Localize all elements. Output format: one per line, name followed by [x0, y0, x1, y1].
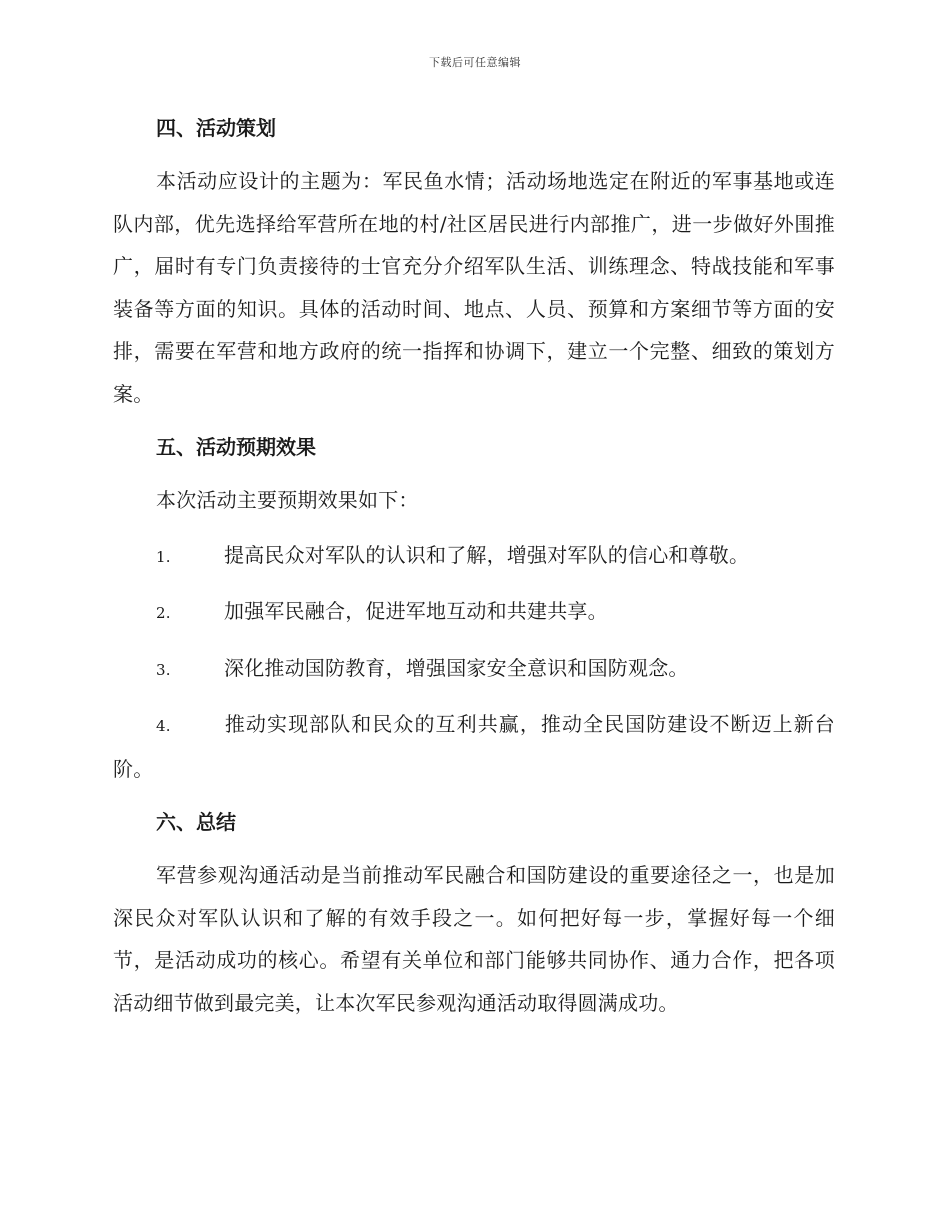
list-item-text: 提高民众对军队的认识和了解，增强对军队的信心和尊敬。	[224, 542, 750, 567]
paragraph-summary: 军营参观沟通活动是当前推动军民融合和国防建设的重要途径之一，也是加深民众对军队认识和了解的有效手段之一。如何把好每一步，掌握好每一个细节，是活动成功的核心。希望有关单位和部门能够共同协作、通力合作，把各项活动细节做到最完美，让本次军民参观沟通活动取得圆满成功。	[113, 863, 835, 1015]
section-heading-summary: 六、总结	[156, 810, 236, 834]
list-item-number: 4.	[156, 717, 171, 735]
paragraph-activity-planning: 本活动应设计的主题为：军民鱼水情；活动场地选定在附近的军事基地或连队内部，优先选择给军营所在地的村/社区居民进行内部推广，进一步做好外围推广，届时有专门负责接待的士官充分介绍军队生活、训练理念、特战技能和军事装备等方面的知识。具体的活动时间、地点、人员、预算和方案细节等方面的安排，需要在军营和地方政府的统一指挥和协调下，建立一个完整、细致的策划方案。	[113, 169, 835, 406]
list-item	[113, 647, 835, 692]
list-item-text: 深化推动国防教育，增强国家安全意识和国防观念。	[224, 655, 689, 680]
list-item-number: 1.	[156, 547, 171, 566]
list-item	[113, 590, 835, 635]
list-item-text: 推动实现部队和民众的互利共赢，推动全民国防建设不断迈上新台阶。	[113, 712, 835, 781]
list-item-number: 2.	[156, 604, 171, 622]
page-header-note: 下载后可任意编辑	[429, 56, 521, 69]
list-item-number: 3.	[156, 660, 171, 679]
section-heading-activity-planning: 四、活动策划	[156, 116, 276, 140]
section-heading-expected-effects: 五、活动预期效果	[156, 435, 316, 459]
document-body	[113, 108, 835, 1036]
paragraph-expected-effects-intro: 本次活动主要预期效果如下：	[156, 488, 419, 512]
list-item-text: 加强军民融合，促进军地互动和共建共享。	[224, 599, 608, 623]
list-item	[113, 534, 835, 579]
list-item	[113, 703, 835, 790]
